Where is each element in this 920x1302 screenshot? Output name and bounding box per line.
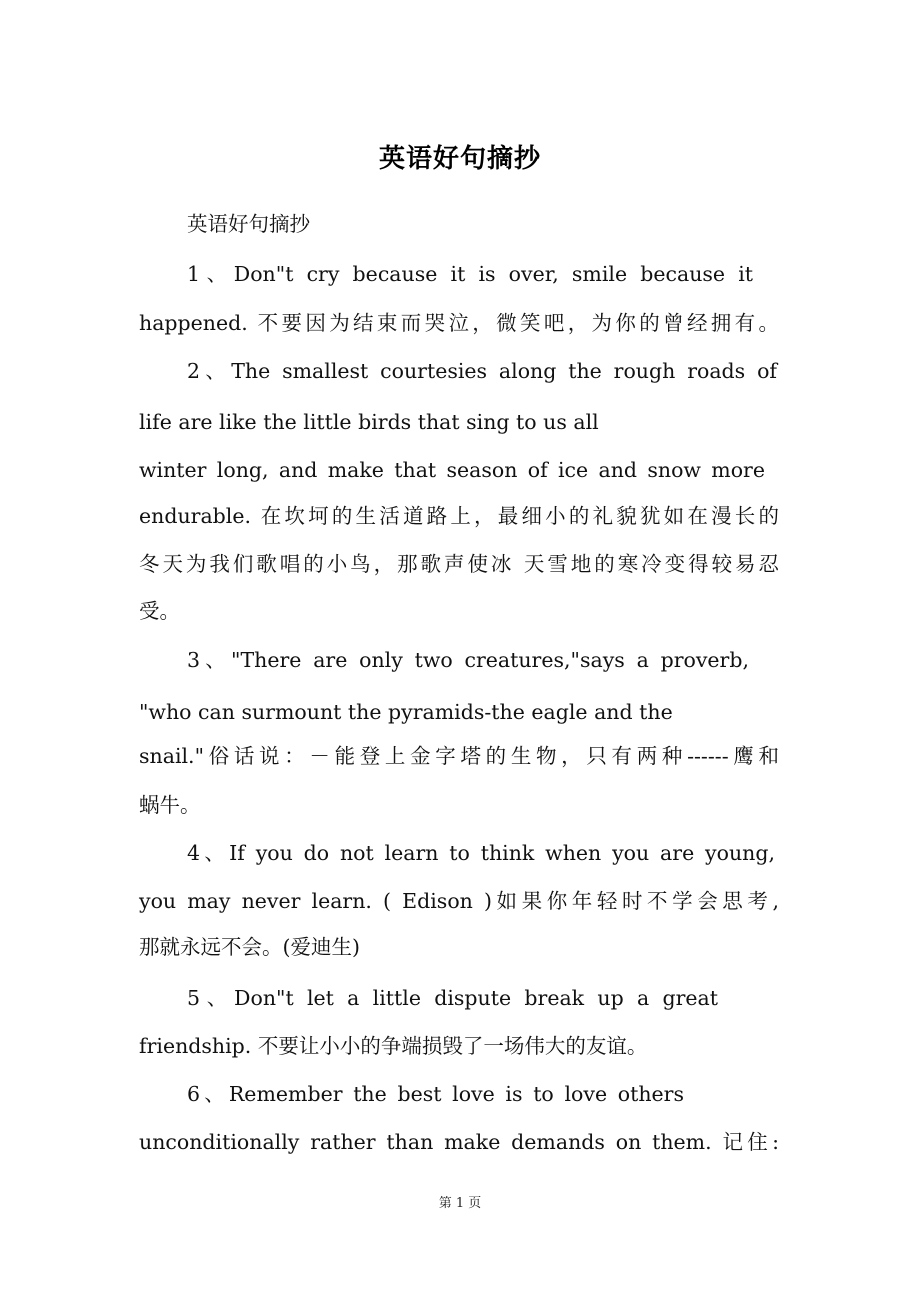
paragraph-line: you may never learn. ( Edison )如果你年轻时不学会思考,: [139, 889, 779, 913]
paragraph-line: 3、"There are only two creatures,"says a proverb,: [187, 648, 749, 672]
paragraph-line: 5、Don"t let a little dispute break up a great: [187, 986, 718, 1010]
paragraph-line: happened. 不要因为结束而哭泣，微笑吧，为你的曾经拥有。: [139, 311, 779, 335]
subtitle: 英语好句摘抄: [187, 212, 310, 236]
paragraph-line: friendship. 不要让小小的争端损毁了一场伟大的友谊。: [139, 1034, 648, 1058]
paragraph-line: 冬天为我们歌唱的小鸟，那歌声使冰 天雪地的寒冷变得较易忍: [139, 552, 779, 576]
paragraph-line: life are like the little birds that sing to us all: [139, 410, 599, 434]
paragraph-line: winter long, and make that season of ice and snow more: [139, 458, 765, 482]
document-title: 英语好句摘抄: [378, 144, 541, 174]
paragraph-line: snail."俗话说：－能登上金字塔的生物，只有两种------鹰和: [139, 744, 779, 768]
paragraph-line: 蜗牛。: [139, 793, 201, 817]
paragraph-line: 6、Remember the best love is to love others: [187, 1082, 684, 1106]
paragraph-line: 2、The smallest courtesies along the rough roads of: [187, 359, 777, 383]
paragraph-line: 那就永远不会。(爱迪生): [139, 935, 360, 959]
paragraph-line: 4、If you do not learn to think when you are young,: [187, 841, 775, 865]
paragraph-line: 受。: [139, 599, 180, 623]
paragraph-line: "who can surmount the pyramids-the eagle and the: [139, 700, 673, 724]
paragraph-line: unconditionally rather than make demands on them. 记住:: [139, 1130, 779, 1154]
page-number: 第 1 页: [438, 1196, 482, 1211]
paragraph-line: 1、Don"t cry because it is over, smile because it: [187, 262, 753, 286]
paragraph-line: endurable. 在坎坷的生活道路上，最细小的礼貌犹如在漫长的: [139, 504, 779, 528]
